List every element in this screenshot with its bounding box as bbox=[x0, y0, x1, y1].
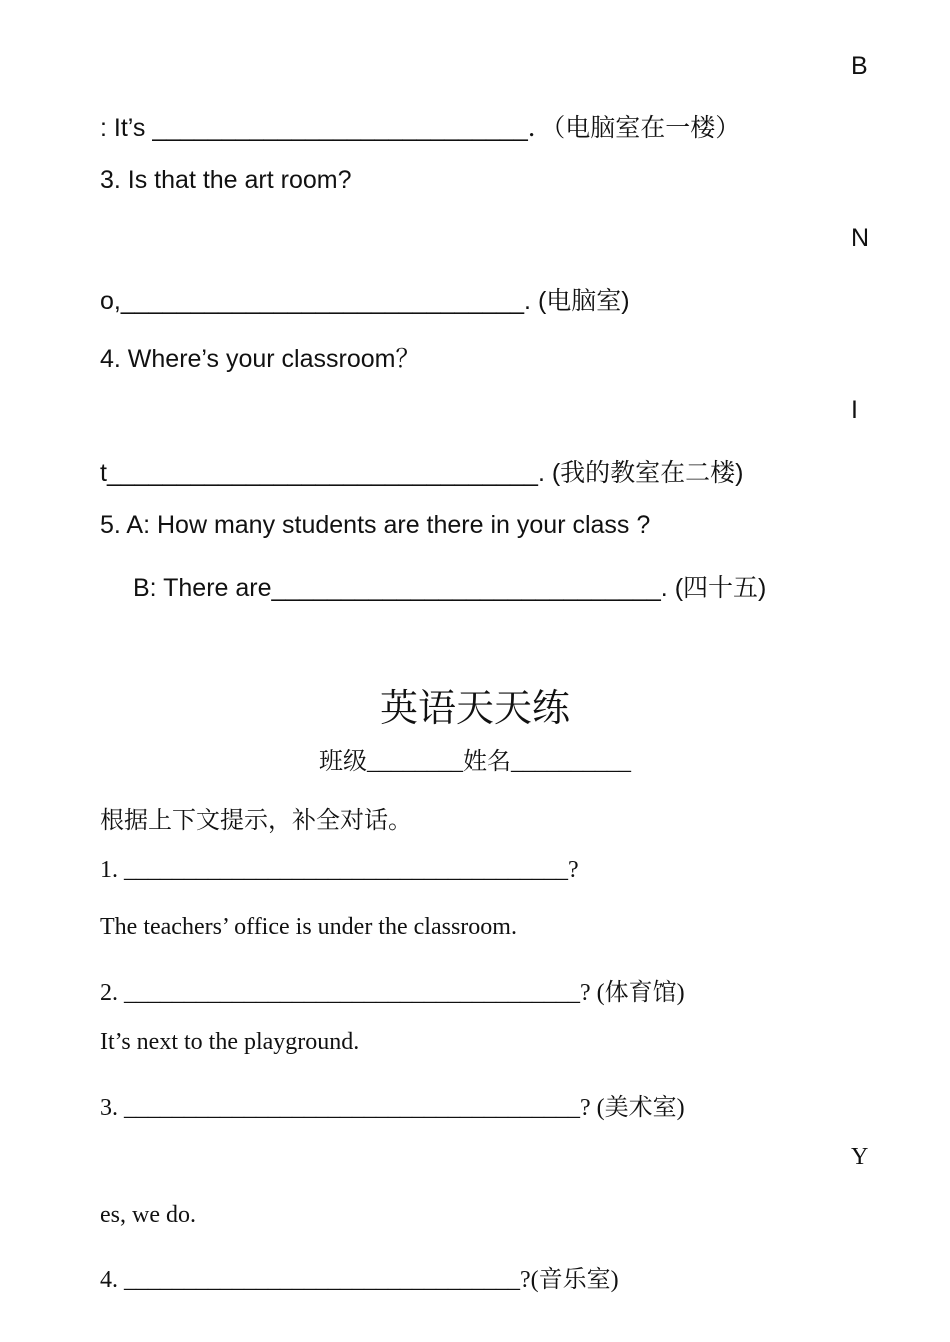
answer-line-2: : It’s ___________________________．（电脑室在一楼） bbox=[100, 114, 741, 142]
question-4: 4. Where’s your classroom？ bbox=[100, 345, 421, 373]
answer-line-4: t_______________________________. (我的教室在二楼) bbox=[100, 459, 744, 487]
class-name-line: 班级________姓名__________ bbox=[319, 749, 631, 775]
answer-3: es, we do. bbox=[100, 1202, 196, 1228]
question-1: 1. _____________________________________? bbox=[100, 857, 579, 883]
question-5-b: B: There are____________________________. (四十五) bbox=[133, 574, 767, 602]
instruction-text: 根据上下文提示，补全对话。 bbox=[100, 808, 412, 834]
answer-2: It’s next to the playground. bbox=[100, 1029, 360, 1055]
question-4b: 4. _________________________________?(音乐室) bbox=[100, 1267, 619, 1293]
wrapped-letter-y: Y bbox=[851, 1144, 869, 1170]
question-3b: 3. ______________________________________? (美术室) bbox=[100, 1095, 685, 1121]
answer-1: The teachers’ office is under the classroom. bbox=[100, 914, 517, 940]
page-title: 英语天天练 bbox=[379, 686, 570, 730]
question-3: 3. Is that the art room? bbox=[100, 166, 352, 194]
wrapped-letter-n: N bbox=[851, 224, 870, 252]
wrapped-letter-b: B bbox=[851, 52, 868, 80]
question-5-a: 5. A: How many students are there in your class ? bbox=[100, 511, 651, 539]
answer-line-3: o,_____________________________. (电脑室) bbox=[100, 287, 630, 315]
wrapped-letter-i: I bbox=[851, 396, 858, 424]
question-2: 2. ______________________________________? (体育馆) bbox=[100, 980, 685, 1006]
